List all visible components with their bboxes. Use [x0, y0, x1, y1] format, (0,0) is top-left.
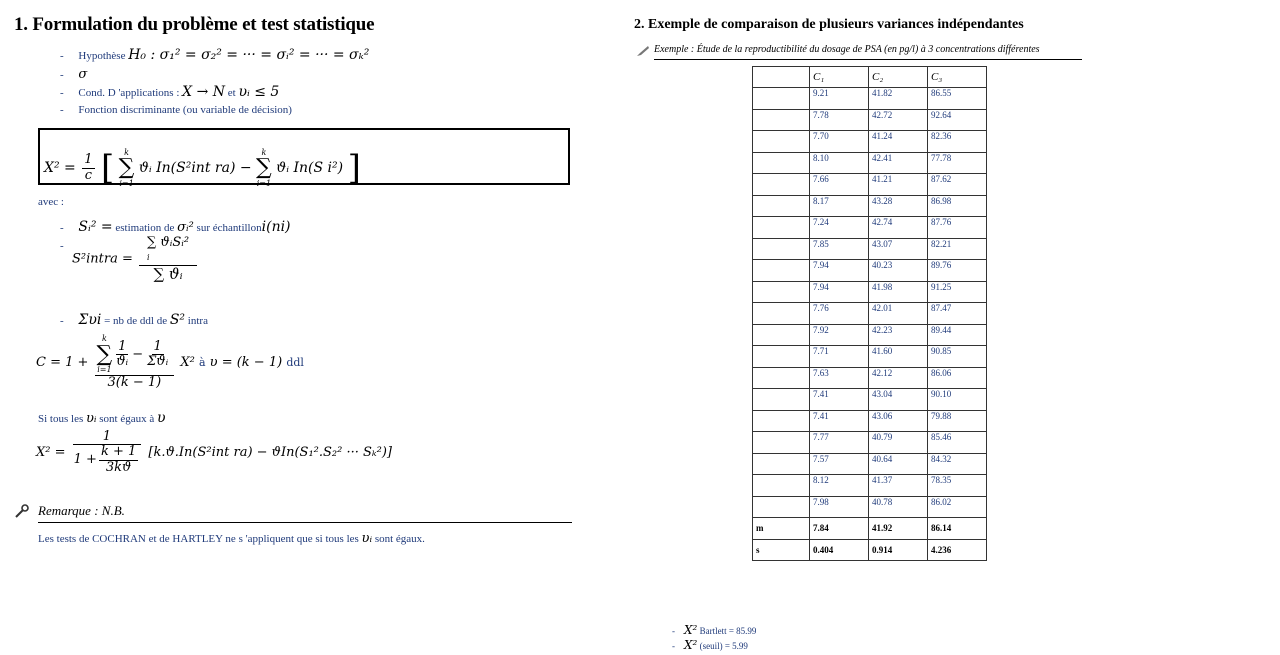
table-cell-c3: 87.76	[928, 217, 987, 239]
table-cell-c2: 40.79	[869, 432, 928, 454]
cond-label: Cond. D 'applications :	[78, 87, 180, 99]
table-row	[753, 367, 987, 389]
s-cell-3: 4.236	[928, 539, 987, 561]
table-cell-c3: 85.46	[928, 432, 987, 454]
sum-upsilon: Συi	[78, 312, 102, 328]
table-row	[753, 131, 987, 153]
table-row-label-cell	[753, 410, 810, 432]
seuil-result: - X² (seuil) = 5.99	[672, 638, 748, 652]
bartlett-result: - X² Bartlett = 85.99	[672, 623, 757, 637]
table-row	[753, 195, 987, 217]
table-cell-c1: 7.94	[810, 281, 869, 303]
sintra-dash: -	[60, 240, 64, 252]
table-row-label-cell	[753, 389, 810, 411]
x2-lhs: X² =	[36, 444, 66, 460]
example-caption: Exemple : Étude de la reproductibilité du dosage de PSA (en pg/l) à 3 concentrations différentes	[654, 44, 1040, 55]
remark-text-1: Les tests de COCHRAN et de HARTLEY ne s 'appliquent que si tous les	[38, 533, 359, 545]
main-formula: X² = $\frac{1}{c}$ [ k ∑ i=1 ϑᵢ In(S²int ra) − k ∑ i=1 ϑᵢ In(S i²) ]	[44, 148, 361, 188]
table-row-label-cell	[753, 475, 810, 497]
hypothesis-label: Hypothèse	[78, 50, 126, 62]
table-row-m	[753, 518, 987, 540]
sintra-num: ∑ ϑᵢSᵢ²	[147, 235, 190, 250]
table-cell-c1: 7.41	[810, 410, 869, 432]
table-row	[753, 238, 987, 260]
remark-text	[38, 531, 425, 546]
table-cell-c2: 43.06	[869, 410, 928, 432]
sintra-formula	[72, 236, 199, 282]
if-equal-line	[38, 410, 166, 426]
table-cell-c2: 42.01	[869, 303, 928, 325]
table-row	[753, 217, 987, 239]
c-den: 3(k − 1)	[107, 374, 162, 390]
table-cell-c1: 7.41	[810, 389, 869, 411]
function-label: Fonction discriminante (ou variable de décision)	[78, 104, 292, 116]
table-cell-c3: 89.44	[928, 324, 987, 346]
table-cell-c3: 87.47	[928, 303, 987, 325]
table-header-c1: C₁	[810, 67, 869, 88]
table-cell-c2: 41.60	[869, 346, 928, 368]
pen-icon	[636, 44, 650, 62]
table-cell-c2: 41.24	[869, 131, 928, 153]
table-row	[753, 410, 987, 432]
x2-rhs: [k.ϑ.In(S²int ra) − ϑIn(S₁².S₂² ··· Sₖ²)]	[148, 444, 393, 460]
psa-data-table	[752, 66, 987, 561]
table-cell-c2: 43.04	[869, 389, 928, 411]
c-lhs: C = 1 +	[36, 354, 89, 370]
table-cell-c2: 41.37	[869, 475, 928, 497]
table-cell-c1: 7.85	[810, 238, 869, 260]
sigma-symbol: σ	[78, 67, 88, 82]
table-cell-c1: 9.21	[810, 88, 869, 110]
table-cell-c3: 82.21	[928, 238, 987, 260]
table-header-c3: C₃	[928, 67, 987, 88]
table-cell-c2: 42.41	[869, 152, 928, 174]
sum-upsilon-s: S²	[169, 312, 186, 328]
table-row-label-cell	[753, 453, 810, 475]
table-row-label-cell	[753, 367, 810, 389]
s-cell-1: 0.404	[810, 539, 869, 561]
table-cell-c3: 84.32	[928, 453, 987, 475]
table-row	[753, 88, 987, 110]
table-cell-c1: 7.71	[810, 346, 869, 368]
c-sum-lower: i=1	[97, 364, 112, 374]
section-title-formulation: 1. Formulation du problème et test statistique	[14, 14, 375, 35]
c-ddl: ddl	[286, 355, 304, 369]
table-cell-c3: 77.78	[928, 152, 987, 174]
table-row-label-cell	[753, 281, 810, 303]
remark-divider	[38, 522, 572, 523]
table-row	[753, 260, 987, 282]
main-formula-box	[38, 128, 570, 188]
x2-one: 1	[73, 430, 141, 445]
sigma-line: - σ	[60, 67, 88, 82]
table-cell-c1: 7.70	[810, 131, 869, 153]
hypothesis-line: - Hypothèse H₀ : σ₁² = σ₂² = ··· = σᵢ² = ··· = σₖ²	[60, 47, 370, 63]
table-row	[753, 303, 987, 325]
x2-formula	[36, 430, 392, 475]
table-cell-c2: 41.82	[869, 88, 928, 110]
if-equal-text: Si tous les	[38, 413, 84, 425]
table-row	[753, 389, 987, 411]
table-row-label-cell	[753, 131, 810, 153]
table-row-label-cell	[753, 109, 810, 131]
table-cell-c2: 42.23	[869, 324, 928, 346]
m-cell-2: 41.92	[869, 518, 928, 540]
table-cell-c3: 90.85	[928, 346, 987, 368]
table-row-label-cell	[753, 152, 810, 174]
c-rhs-2: υ = (k − 1)	[209, 354, 283, 370]
remark-title: Remarque : N.B.	[38, 503, 125, 518]
table-row	[753, 152, 987, 174]
example-divider	[654, 59, 1082, 60]
hypothesis-formula: H₀ : σ₁² = σ₂² = ··· = σᵢ² = ··· = σₖ²	[128, 47, 370, 63]
table-cell-c2: 42.12	[869, 367, 928, 389]
c-num-b-den: Σϑᵢ	[147, 354, 169, 370]
table-cell-c1: 7.98	[810, 496, 869, 518]
table-cell-c2: 43.07	[869, 238, 928, 260]
table-row-label-cell	[753, 346, 810, 368]
seuil-symbol: X²	[684, 638, 698, 652]
table-cell-c2: 41.21	[869, 174, 928, 196]
table-cell-c1: 7.76	[810, 303, 869, 325]
table-header-empty	[753, 67, 810, 88]
si-sigma: σᵢ²	[177, 220, 194, 235]
cond-formula: X → N	[182, 84, 226, 100]
table-row	[753, 346, 987, 368]
table-row	[753, 109, 987, 131]
table-row	[753, 453, 987, 475]
c-sum-upper: k	[101, 334, 107, 343]
bartlett-value: Bartlett = 85.99	[699, 626, 757, 636]
table-cell-c1: 7.57	[810, 453, 869, 475]
table-cell-c1: 7.66	[810, 174, 869, 196]
s-cell-2: 0.914	[869, 539, 928, 561]
table-cell-c2: 40.23	[869, 260, 928, 282]
table-header-c2: C₂	[869, 67, 928, 88]
table-cell-c3: 82.36	[928, 131, 987, 153]
table-cell-c1: 7.92	[810, 324, 869, 346]
sum2-lower: i=1	[256, 179, 272, 188]
table-row-label-cell	[753, 195, 810, 217]
table-row-s	[753, 539, 987, 561]
table-row-label-cell	[753, 260, 810, 282]
si-text-2: sur échantillon	[196, 222, 262, 234]
table-cell-c3: 91.25	[928, 281, 987, 303]
table-cell-c1: 7.24	[810, 217, 869, 239]
section-title-example: 2. Exemple de comparaison de plusieurs variances indépendantes	[634, 17, 1024, 32]
table-cell-c1: 8.17	[810, 195, 869, 217]
table-cell-c1: 7.78	[810, 109, 869, 131]
sintra-num-sub: i	[147, 253, 150, 263]
c-minus: −	[132, 346, 144, 362]
table-cell-c2: 40.78	[869, 496, 928, 518]
table-row	[753, 281, 987, 303]
table-cell-c1: 8.10	[810, 152, 869, 174]
si-ni: i(ni)	[261, 219, 291, 235]
sum2-upper: k	[261, 148, 267, 157]
sum-upsilon-text-2: intra	[187, 315, 208, 327]
sum-upsilon-text: = nb de ddl de	[104, 315, 168, 327]
cond-line: - Cond. D 'applications : X → N et υᵢ ≤ 5	[60, 84, 280, 100]
table-row	[753, 432, 987, 454]
table-header-row	[753, 67, 987, 88]
c-num-b: 1	[153, 339, 162, 354]
si-text: estimation de	[115, 222, 175, 234]
main-formula-term2: ϑᵢ In(S i²)	[276, 160, 344, 176]
table-cell-c3: 87.62	[928, 174, 987, 196]
main-formula-one: 1	[84, 152, 93, 168]
table-cell-c3: 86.55	[928, 88, 987, 110]
table-cell-c2: 41.98	[869, 281, 928, 303]
table-cell-c1: 7.77	[810, 432, 869, 454]
table-cell-c3: 86.06	[928, 367, 987, 389]
sintra-lhs: S²intra =	[72, 251, 133, 267]
table-cell-c3: 92.64	[928, 109, 987, 131]
table-cell-c1: 7.94	[810, 260, 869, 282]
c-rhs: X²	[180, 354, 195, 370]
cond-formula-2: υᵢ ≤ 5	[238, 84, 280, 100]
if-equal-v: υᵢ	[85, 411, 97, 426]
table-cell-c3: 89.76	[928, 260, 987, 282]
table-row	[753, 174, 987, 196]
table-row	[753, 324, 987, 346]
table-cell-c2: 42.72	[869, 109, 928, 131]
main-formula-term1: ϑᵢ In(S²int ra) −	[138, 160, 252, 176]
table-cell-c2: 42.74	[869, 217, 928, 239]
table-row	[753, 475, 987, 497]
wrench-icon	[14, 504, 30, 523]
table-cell-c1: 8.12	[810, 475, 869, 497]
table-cell-c3: 90.10	[928, 389, 987, 411]
x2-den-num: k + 1	[100, 444, 137, 460]
x2-den-a: 1 +	[73, 451, 97, 467]
table-cell-c3: 86.02	[928, 496, 987, 518]
sum-upsilon-definition: - Συi = nb de ddl de S² intra	[60, 312, 208, 328]
table-row-label-cell	[753, 217, 810, 239]
remark-v: υᵢ	[361, 531, 373, 546]
table-row-label-cell	[753, 88, 810, 110]
table-cell-c1: 7.63	[810, 367, 869, 389]
function-line: - Fonction discriminante (ou variable de décision)	[60, 104, 292, 116]
table-cell-c3: 78.35	[928, 475, 987, 497]
m-cell-1: 7.84	[810, 518, 869, 540]
table-row	[753, 496, 987, 518]
bartlett-symbol: X²	[684, 623, 698, 637]
table-row-label-cell	[753, 496, 810, 518]
c-num-a-den: ϑᵢ	[116, 354, 129, 370]
table-row-label-cell	[753, 324, 810, 346]
c-num-a: 1	[118, 339, 127, 354]
c-formula: C = 1 + k ∑ i=1 $\frac{1}{\text{ϑᵢ}}$ − $\frac{1}{\text{Σϑᵢ}}$ 3(k − 1) X² à υ = (k − 1) ddl	[36, 334, 304, 390]
table-row-label-cell	[753, 303, 810, 325]
table-cell-c2: 40.64	[869, 453, 928, 475]
s-cell-0: s	[753, 539, 810, 561]
table-row-label-cell	[753, 238, 810, 260]
m-cell-3: 86.14	[928, 518, 987, 540]
if-equal-text-2: sont égaux à	[99, 413, 155, 425]
table-row-label-cell	[753, 432, 810, 454]
remark-text-2: sont égaux.	[374, 533, 425, 545]
seuil-value: (seuil) = 5.99	[699, 641, 748, 651]
table-cell-c3: 79.88	[928, 410, 987, 432]
avec-label: avec :	[38, 196, 64, 208]
c-a: à	[198, 355, 206, 369]
table-row-label-cell	[753, 174, 810, 196]
si-definition: - Sᵢ² = estimation de σᵢ² sur échantilloni(ni)	[60, 219, 291, 235]
main-formula-lhs: X² =	[44, 160, 76, 176]
if-equal-v2: υ	[157, 410, 166, 426]
m-cell-0: m	[753, 518, 810, 540]
table-cell-c2: 43.28	[869, 195, 928, 217]
cond-and: et	[227, 87, 236, 99]
si-formula: Sᵢ² =	[78, 219, 113, 235]
sum1-upper: k	[124, 148, 129, 157]
x2-den-den: 3kϑ	[105, 459, 132, 475]
sum1-lower: i=1	[119, 179, 134, 188]
sintra-den: ∑ ϑᵢ	[153, 264, 183, 283]
main-formula-c: c	[84, 167, 92, 183]
table-cell-c3: 86.98	[928, 195, 987, 217]
